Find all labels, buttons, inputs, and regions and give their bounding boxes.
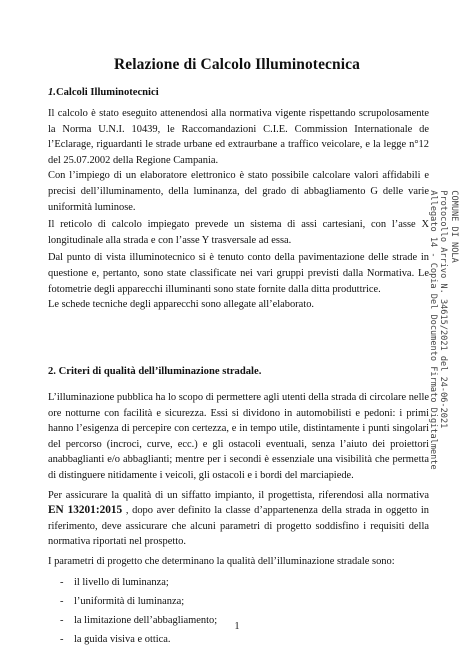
list-item-text: la limitazione dell’abbagliamento; [74,614,218,626]
list-item-text: il livello di luminanza; [74,576,169,588]
list-item-text: l’uniformità di luminanza; [74,595,185,607]
parameters-list [48,573,429,650]
section1-heading-text: Calcoli Illuminotecnici [55,87,159,98]
list-dash: - [60,595,64,607]
section2-body [48,390,429,649]
section1-paragraph-2: Con l’impiego di un elaboratore elettronico è stato possibile calcolare valori affidabili e precisi dell’illuminamento, della luminanza, del grado di abbagliamento G delle varie uniformità luminose. [48,170,429,213]
section1-heading [48,87,159,98]
list-item [48,630,429,649]
section1-body [48,106,429,313]
section2-heading: 2. Criteri di qualità dell’illuminazione stradale. [48,366,262,377]
list-item [48,573,429,592]
document-title: Relazione di Calcolo Illuminotecnica [114,56,360,73]
section1-paragraph-3: Il reticolo di calcolo impiegato prevede un sistema di assi cartesiani, con l’asse X longitudinale alla strada e con l’asse Y trasversale ad essa. [48,219,429,246]
list-dash: - [60,614,64,626]
section1-paragraph-5: Le schede tecniche degli apparecchi sono allegate all’elaborato. [48,299,315,311]
list-dash: - [60,576,64,588]
list-item [48,592,429,611]
list-item-text: la guida visiva e ottica. [74,634,171,646]
section2-paragraph-1: L’illuminazione pubblica ha lo scopo di permettere agli utenti della strada di circolare nelle ore notturne con facilità e sicurezza. Essi si dividono in automobilisti e pedoni: i primi hanno l’esigenza di percepire con certezza, e in tempo utile, distintamente i punti singolari del percorso (incroci, curve, ecc.) e gli ostacoli eventuali, senza l’aiuto dei proiettori anabbaglianti e/o abbaglianti; mentre per i secondi è essenziale una visibilità che permetta di distinguere nitidamente i veicoli, gli ostacoli e i bordi del marciapiede. [48,392,429,481]
protocol-stamp-text [427,190,459,469]
section1-paragraph-1: Il calcolo è stato eseguito attenendosi alla normativa vigente rispettando scrupolosamente la Norma U.N.I. 10439, le Raccomandazioni C.I.E. Commission Internationale de l’Eclarage, riguardanti le strade urbane ed extraurbane a traffico veicolare, e la legge n°12 del 25.07.2002 della Regione Campania. [48,108,429,166]
section1-number: 1. [48,87,56,98]
norm-reference: EN 13201:2015 [48,504,123,517]
stamp-line-2: Protocollo Arrivo N. 34615/2021 del 24-06-2021 [438,190,449,429]
section2-paragraph-2-end: , dopo aver definito la classe d’appartenenza della strada in oggetto in riferimento, deve assicurare che alcuni parametri di progetto soddisfino i requisiti della normativa riportati nel prospetto. [48,505,429,548]
list-dash: - [60,634,64,646]
list-intro: I parametri di progetto che determinano la qualità dell’illuminazione stradale sono: [48,555,395,567]
page-number: 1 [234,621,240,632]
section2-paragraph-2-start: Per assicurare la qualità di un siffatto impianto, il progettista, riferendosi alla normativa [48,489,429,501]
section2-paragraph-2 [48,488,429,550]
stamp-line-3: Allegato 14 - Copia Del Documento Firmato Digitalmente [427,190,438,470]
stamp-line-1: COMUNE DI NOLA [448,190,459,263]
section1-paragraph-4: Dal punto di vista illuminotecnico si è tenuto conto della pavimentazione delle strade in questione e, pertanto, sono state classificate nei vari gruppi previsti dalla Normativa. Le fotometrie degli apparecchi illuminanti sono state fornite dalla ditta produttrice. [48,252,429,295]
